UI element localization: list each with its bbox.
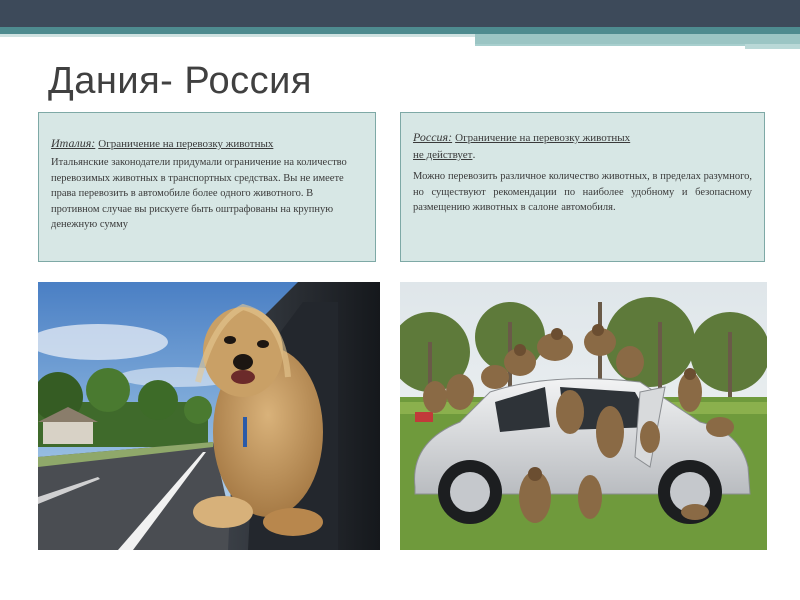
dog-photo-illustration xyxy=(38,282,380,550)
baboons-on-car-photo xyxy=(400,282,767,550)
dog-in-car-photo xyxy=(38,282,380,550)
russia-description: Можно перевозить различное количество животных, в пределах разумного, но существуют рекомендации по наиболее удобному и безопасному размещению животных в салоне автомобиля. xyxy=(413,171,752,213)
russia-text-panel xyxy=(400,112,765,262)
header-accent-block xyxy=(475,34,800,44)
russia-restriction-label: Ограничение на перевозку животных xyxy=(455,132,631,144)
russia-heading xyxy=(413,129,752,163)
header-accent-tail xyxy=(745,44,800,49)
header-bar xyxy=(0,0,800,27)
italy-heading xyxy=(51,135,363,152)
italy-restriction-label: Ограничение на перевозку животных xyxy=(98,138,274,150)
russia-country-label: Россия: xyxy=(413,130,453,144)
header-accent-stripe xyxy=(0,27,800,34)
italy-text-panel xyxy=(38,112,376,262)
russia-heading-dot: . xyxy=(472,147,476,161)
slide-title: Дания- Россия xyxy=(48,60,312,102)
russia-restriction-label-cont: не действует xyxy=(413,149,473,161)
italy-description: Итальянские законодатели придумали ограничение на количество перевозимых животных в транспортных средствах. Вы не имеете права перевозить в автомобиле более одного животного. В противном случае вы рискуете быть оштрафованы на крупную денежную сумму xyxy=(51,157,347,230)
header-accent-line xyxy=(475,44,745,46)
italy-country-label: Италия: xyxy=(51,136,96,150)
baboons-photo-illustration xyxy=(400,282,767,550)
header-light-stripe xyxy=(0,34,475,37)
